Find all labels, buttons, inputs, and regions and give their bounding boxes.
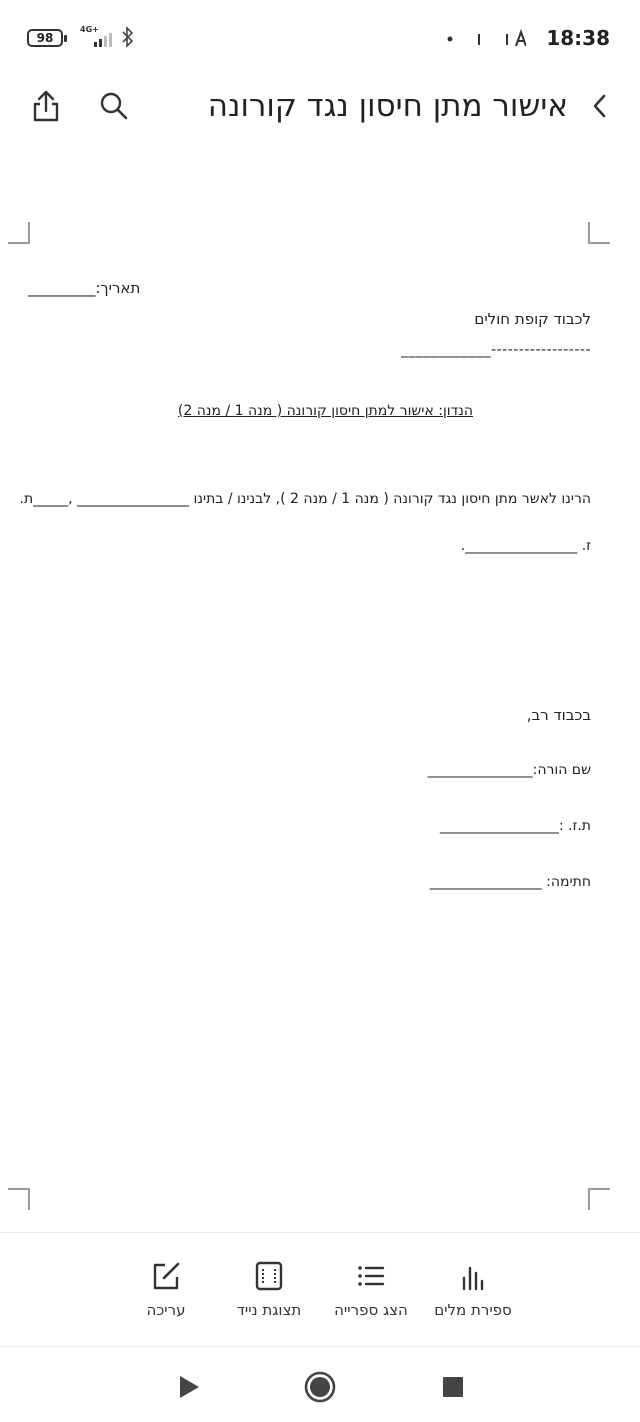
- nav-home-button[interactable]: [302, 1369, 338, 1405]
- battery-level: 98: [36, 31, 54, 45]
- closing-line: בכבוד רב,: [526, 706, 591, 724]
- body-text: הרינו לאשר מתן חיסון נגד קורונה ( מנה 1 / מנה 2 ), לבנינו / בתינו ________________ ,_____ת.: [19, 491, 591, 507]
- parent-name-line: שם הורה:_______________: [427, 762, 591, 778]
- home-circle-icon: [303, 1370, 337, 1404]
- square-recent-icon: [441, 1375, 465, 1399]
- network-type: 4G+: [80, 25, 99, 34]
- bar-chart-icon: [458, 1261, 488, 1291]
- date-line: תאריך:_________: [28, 279, 141, 297]
- document-title: אישור מתן חיסון נגד קורונה: [207, 88, 568, 124]
- action-bar: [0, 1232, 640, 1344]
- system-nav-bar: [0, 1346, 640, 1422]
- recipient-blank: ____________------------------: [401, 342, 591, 358]
- edit-button[interactable]: [101, 1257, 231, 1327]
- edit-icon: [151, 1261, 181, 1291]
- mobile-view-icon: [254, 1261, 284, 1291]
- subject-line: הנדון: אישור למתן חיסון קורונה ( מנה 1 / מנה 2): [177, 403, 473, 419]
- show-library-label: הצג ספרייה: [334, 1301, 408, 1319]
- id-line: ז. ________________.: [460, 538, 591, 554]
- nav-back-button[interactable]: [170, 1369, 206, 1405]
- recipient-line: לכבוד קופת חולים: [474, 310, 591, 328]
- nav-recent-button[interactable]: [435, 1369, 471, 1405]
- edit-label: עריכה: [146, 1301, 186, 1319]
- parent-id-line: ת.ז. :_________________: [439, 818, 591, 834]
- list-icon: [356, 1261, 386, 1291]
- clock: 18:38: [546, 26, 610, 50]
- mobile-view-label: תצוגת נייד: [236, 1301, 302, 1319]
- signature-line: חתימה: ________________: [429, 874, 591, 890]
- word-count-label: ספירת מלים: [434, 1301, 512, 1319]
- triangle-back-icon: [175, 1374, 201, 1400]
